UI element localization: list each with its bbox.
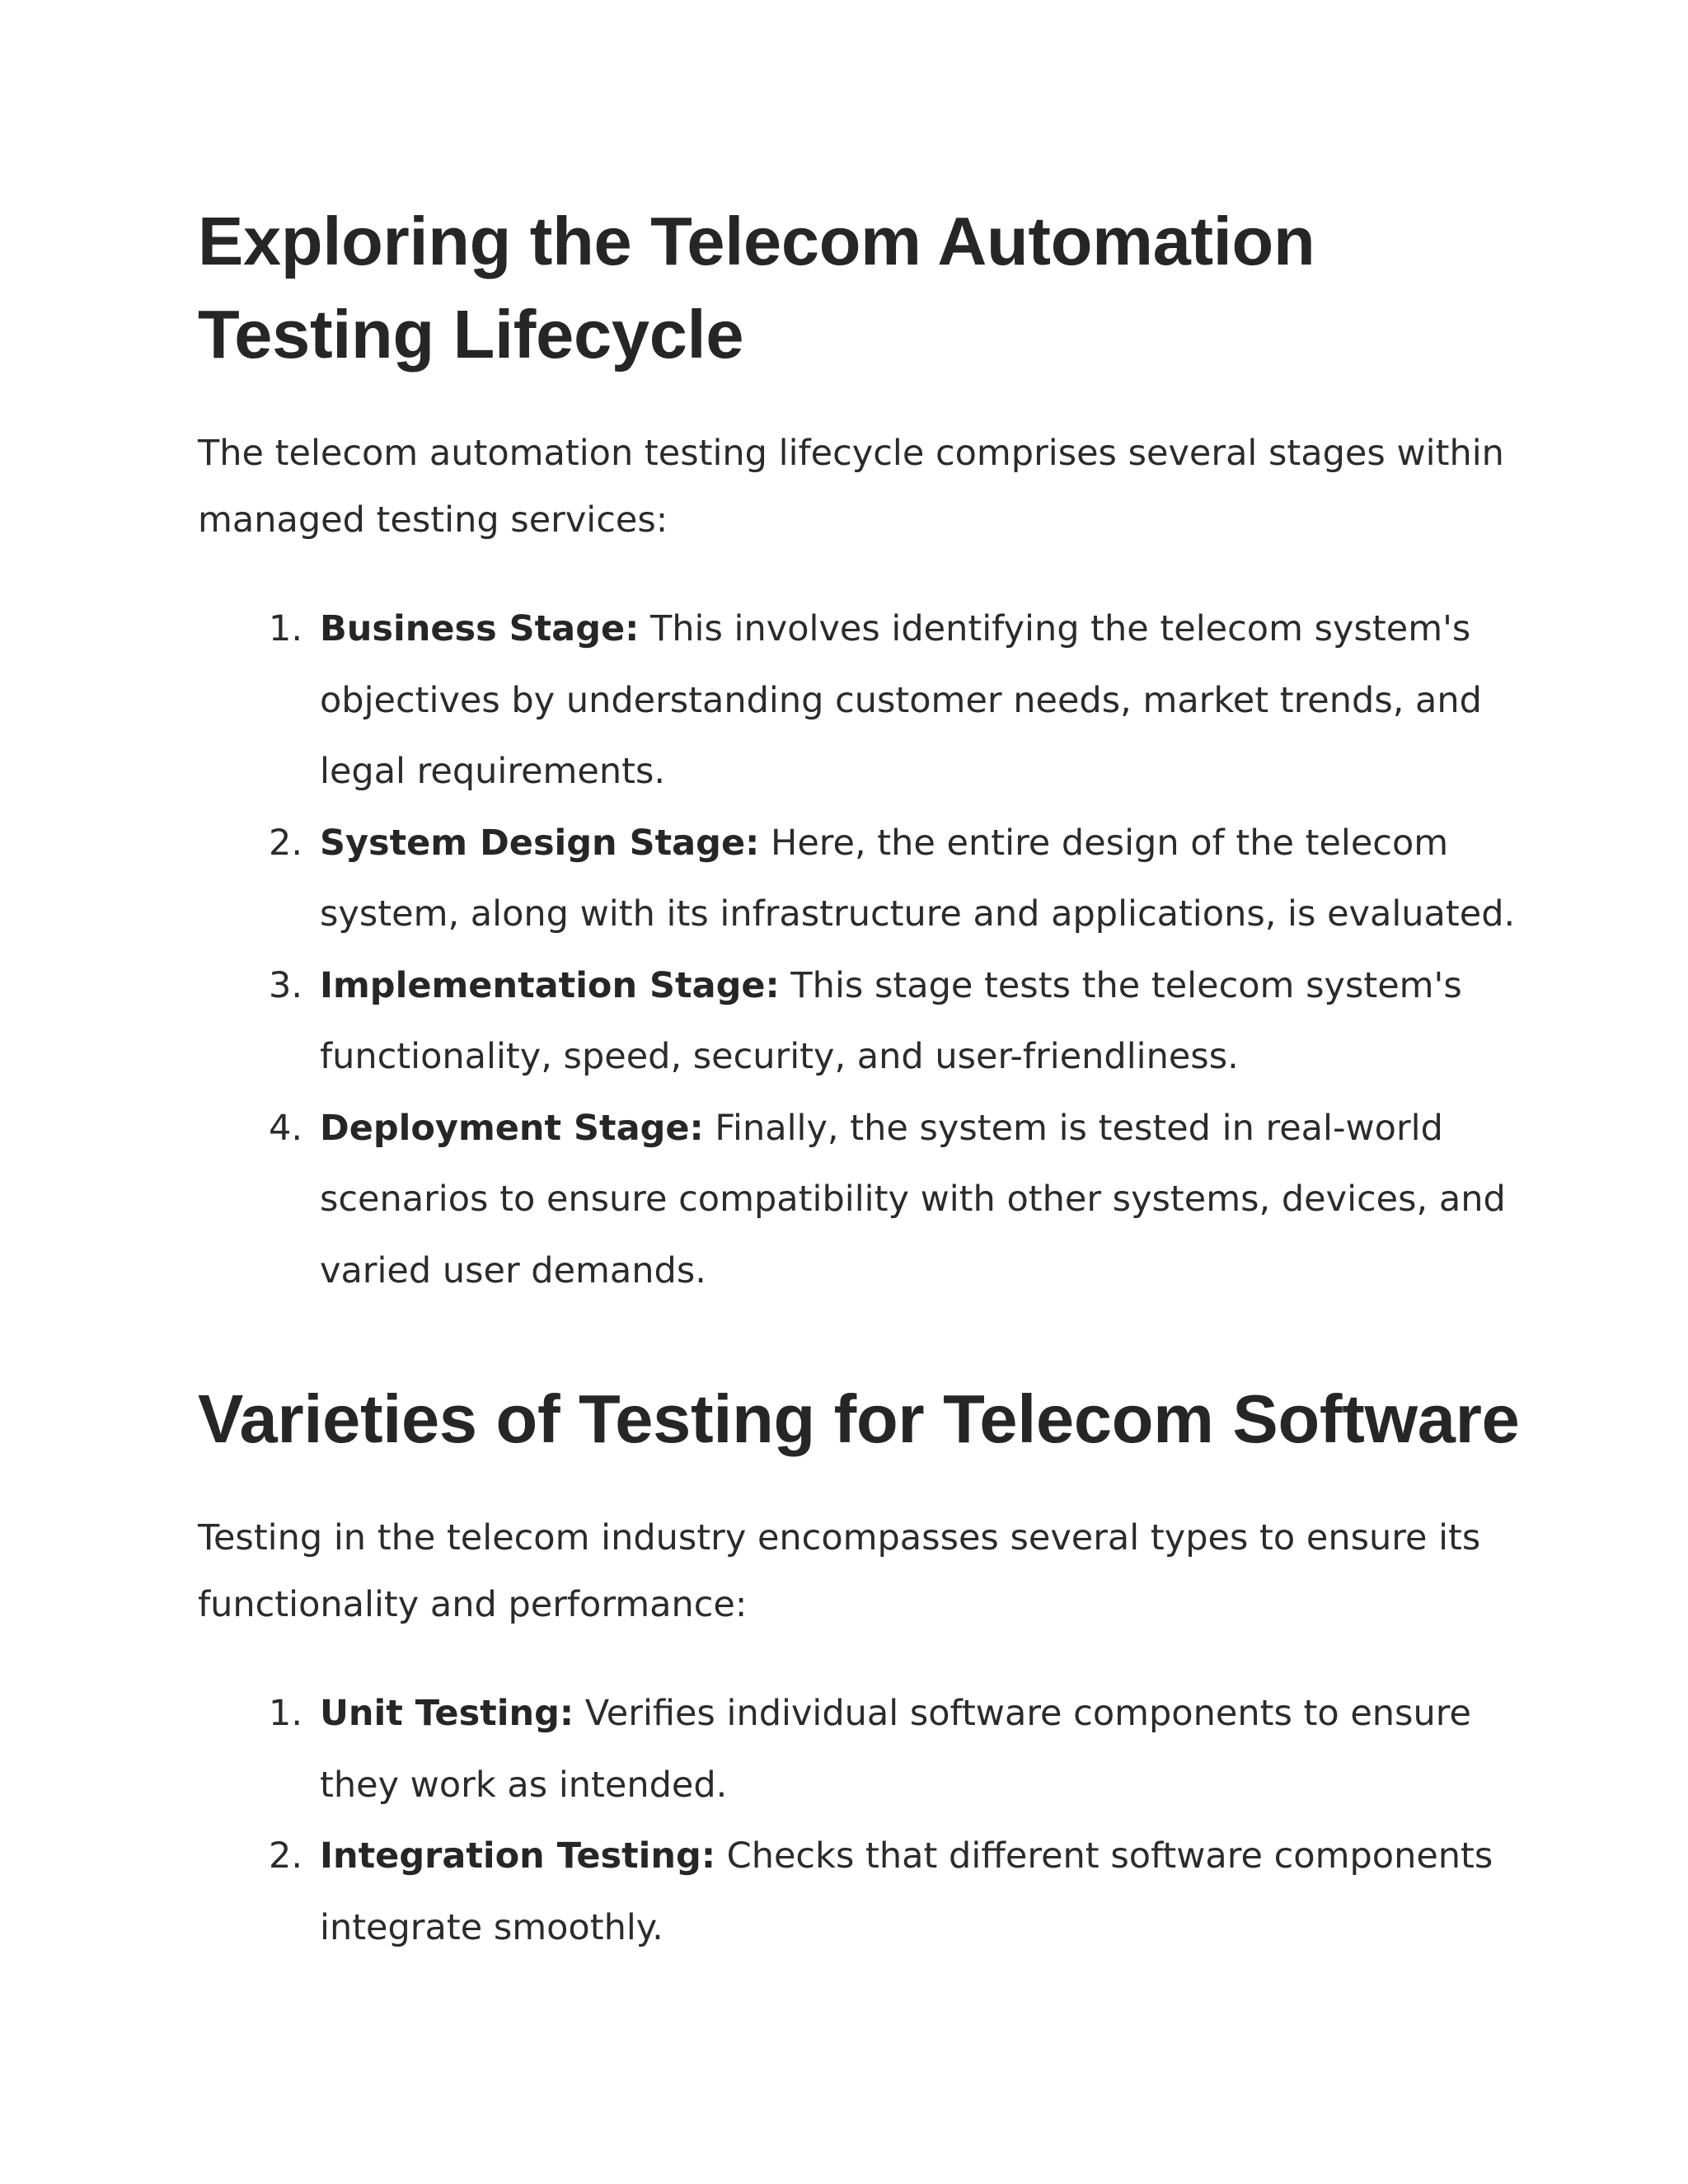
list-item-term: System Design Stage: [320, 822, 760, 864]
section-heading: Exploring the Telecom Automation Testing Lifecycle [198, 203, 1315, 373]
list-number: 2. [269, 822, 303, 864]
list-item-term: Implementation Stage: [320, 964, 780, 1006]
list-number: 1. [269, 1693, 303, 1734]
list-item [198, 808, 1533, 950]
list-item-text: Checks that different software components integrate smoothly. [320, 1835, 1493, 1948]
section-intro: The telecom automation testing lifecycle comprises several stages within managed testing services: [198, 433, 1504, 541]
list-item [198, 950, 1533, 1093]
testing-type-list [198, 1678, 1533, 1963]
section-intro: Testing in the telecom industry encompasses several types to ensure its functionality and performance: [198, 1517, 1481, 1625]
list-item-term: Business Stage: [320, 608, 640, 649]
list-item-text: This stage tests the telecom system's functionality, speed, security, and user-friendliness. [320, 964, 1462, 1077]
stage-list [198, 593, 1533, 1306]
section-testing-varieties [198, 1372, 1533, 1963]
list-item [198, 1821, 1533, 1963]
list-item [198, 593, 1533, 808]
document-content [198, 194, 1533, 1963]
section-heading: Varieties of Testing for Telecom Software [198, 1380, 1520, 1457]
list-item [198, 1678, 1533, 1821]
list-item-term: Deployment Stage: [320, 1107, 704, 1149]
list-number: 2. [269, 1835, 303, 1877]
list-item-text: Verifies individual software components to ensure they work as intended. [320, 1693, 1471, 1806]
list-item-term: Unit Testing: [320, 1693, 574, 1734]
list-number: 3. [269, 964, 303, 1006]
list-item-term: Integration Testing: [320, 1835, 716, 1877]
section-testing-lifecycle [198, 194, 1533, 1306]
list-item-text: Finally, the system is tested in real-world scenarios to ensure compatibility with other systems, devices, and varied user demands. [320, 1107, 1506, 1291]
list-number: 4. [269, 1107, 303, 1149]
list-number: 1. [269, 608, 303, 649]
list-item-text: This involves identifying the telecom system's objectives by understanding customer needs, market trends, and legal requirements. [320, 608, 1482, 792]
list-item-text: Here, the entire design of the telecom system, along with its infrastructure and applications, is evaluated. [320, 822, 1516, 935]
list-item [198, 1093, 1533, 1307]
